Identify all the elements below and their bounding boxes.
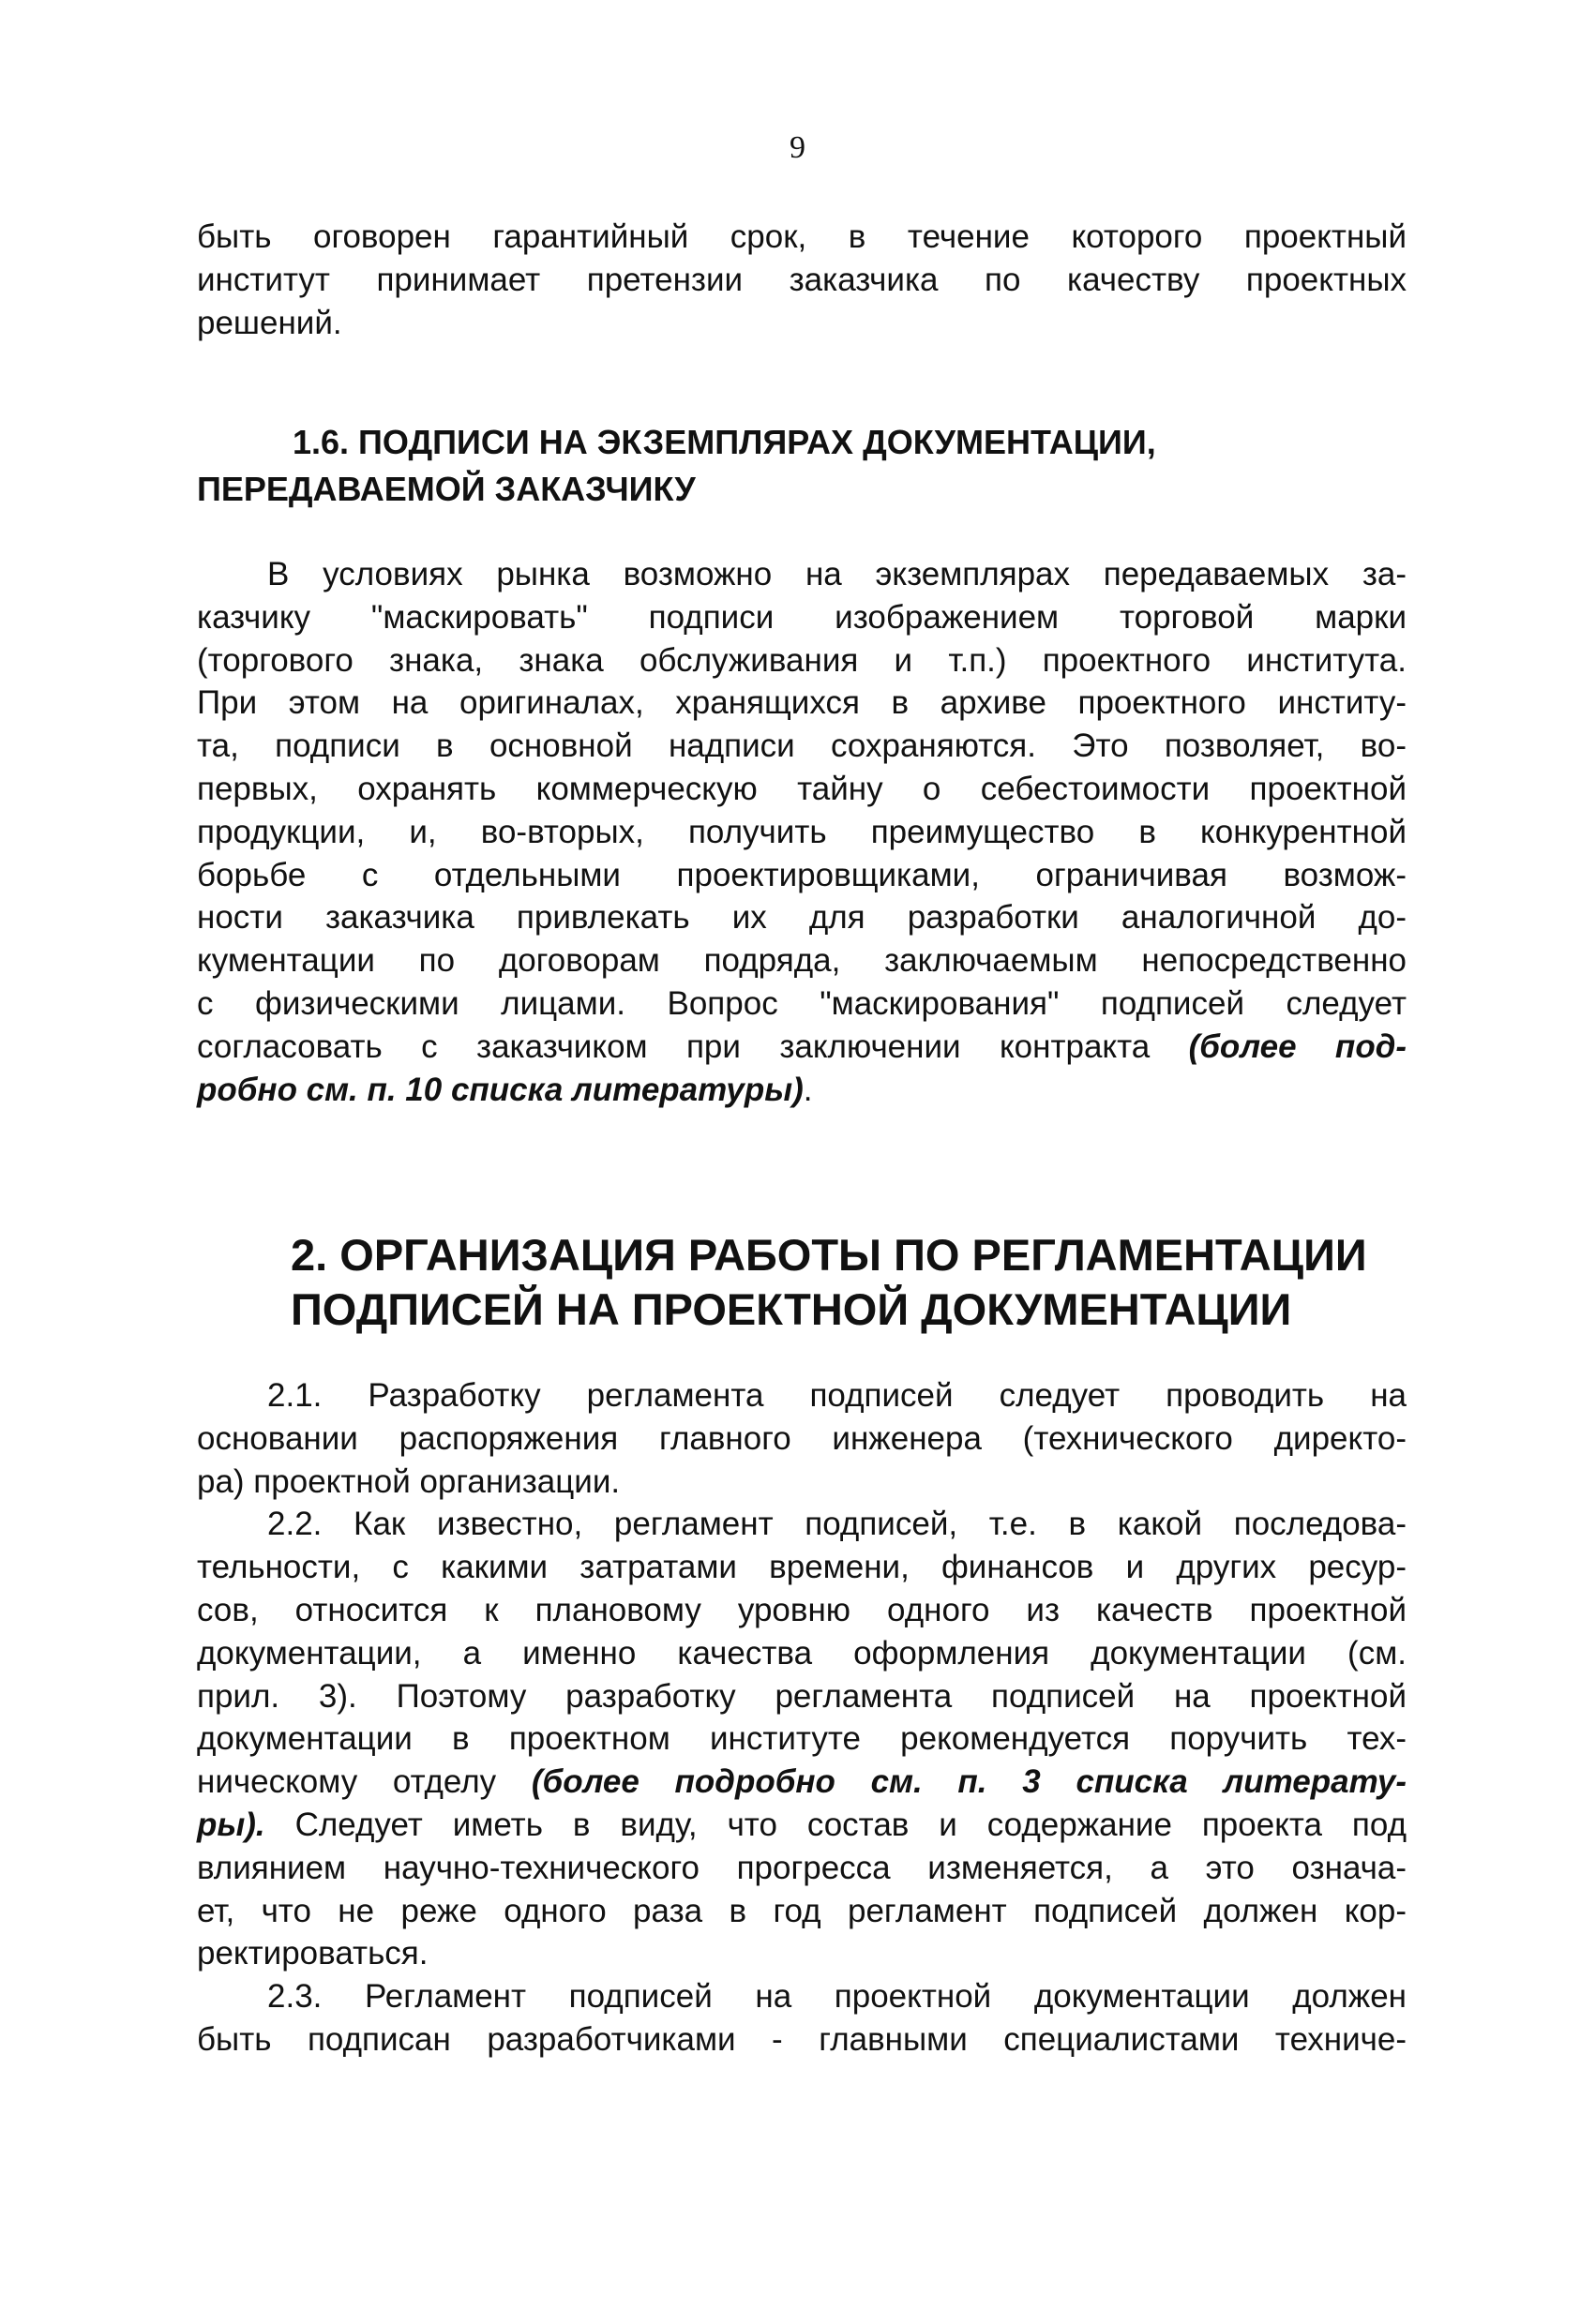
text-line-content: . [803,1071,813,1108]
text-line: сов, относится к плановому уровню одного из качеств проектной [197,1591,1407,1628]
page-number: 9 [790,130,805,165]
text-line: первых, охранять коммерческую тайну о себестоимости проектной [197,770,1407,807]
reference-note: робно см. п. 10 списка литературы) [197,1071,804,1108]
text-line: казчику "маскировать" подписи изображением торговой марки [197,598,1407,636]
reference-note: (более под- [1188,1027,1407,1065]
reference-note: ры). [197,1806,265,1843]
text-line [197,1804,1407,1847]
text-line [197,1069,1407,1112]
text-line: кументации по договорам подряда, заключаемым непосредственно [197,942,1407,980]
text-line: с физическими лицами. Вопрос "маскирования" подписей следует [197,984,1407,1022]
text-line: При этом на оригиналах, хранящихся в архиве проектного институ- [197,684,1407,722]
text-line [197,1026,1407,1069]
text-line: продукции, и, во-вторых, получить преимущество в конкурентной [197,813,1407,850]
section-1-6-heading-line2: ПЕРЕДАВАЕМОЙ ЗАКАЗЧИКУ [197,470,696,508]
text-line: ра) проектной организации. [197,1462,621,1500]
text-line: В условиях рынка возможно на экземплярах передаваемых за- [267,556,1407,592]
text-line: борьбе с отдельными проектировщиками, ограничивая возмож- [197,856,1407,893]
text-line: быть подписан разработчиками - главными специалистами техниче- [197,2020,1407,2058]
text-line: основании распоряжения главного инженера (технического директо- [197,1419,1407,1457]
text-line: та, подписи в основной надписи сохраняются. Это позволяет, во- [197,727,1407,765]
section-2-heading-line2: ПОДПИСЕЙ НА ПРОЕКТНОЙ ДОКУМЕНТАЦИИ [291,1284,1292,1334]
section-1-6-paragraph [197,553,1407,1111]
text-line: тельности, с какими затратами времени, финансов и других ресур- [197,1549,1407,1586]
reference-note: (более подробно см. п. 3 списка литерату- [531,1763,1407,1801]
text-line: институт принимает претензии заказчика по качеству проектных [197,261,1407,298]
continuation-paragraph [197,216,1407,344]
text-line [197,1761,1407,1804]
section-2-paragraphs [197,1374,1407,2062]
text-line-content: согласовать с заказчиком при заключении контракта [197,1027,1189,1065]
text-line: 2.1. Разработку регламента подписей следует проводить на [267,1377,1407,1414]
text-line: (торгового знака, знака обслуживания и т.п.) проектного института. [197,641,1407,679]
text-line: быть оговорен гарантийный срок, в течение которого проектный [197,218,1407,255]
section-1-6-heading-line1: 1.6. ПОДПИСИ НА ЭКЗЕМПЛЯРАХ ДОКУМЕНТАЦИИ, [293,423,1156,461]
text-line-content: ническому отделу [197,1763,532,1801]
text-line: документации, а именно качества оформления документации (см. [197,1634,1407,1672]
text-line: 2.2. Как известно, регламент подписей, т.е. в какой последова- [267,1506,1407,1543]
text-line: прил. 3). Поэтому разработку регламента подписей на проектной [197,1677,1407,1715]
text-line: документации в проектном институте рекомендуется поручить тех- [197,1720,1407,1758]
text-line-content: Следует иметь в виду, что состав и содержание проекта под [264,1806,1407,1843]
text-line: влиянием научно-технического прогресса изменяется, а это означа- [197,1849,1407,1886]
section-2-heading-line1: 2. ОРГАНИЗАЦИЯ РАБОТЫ ПО РЕГЛАМЕНТАЦИИ [291,1230,1367,1280]
text-line: ет, что не реже одного раза в год регламент подписей должен кор- [197,1892,1407,1929]
text-line: 2.3. Регламент подписей на проектной документации должен [267,1978,1407,2016]
text-line: ности заказчика привлекать их для разработки аналогичной до- [197,899,1407,937]
text-line: решений. [197,304,342,341]
text-line: ректироваться. [197,1935,429,1972]
